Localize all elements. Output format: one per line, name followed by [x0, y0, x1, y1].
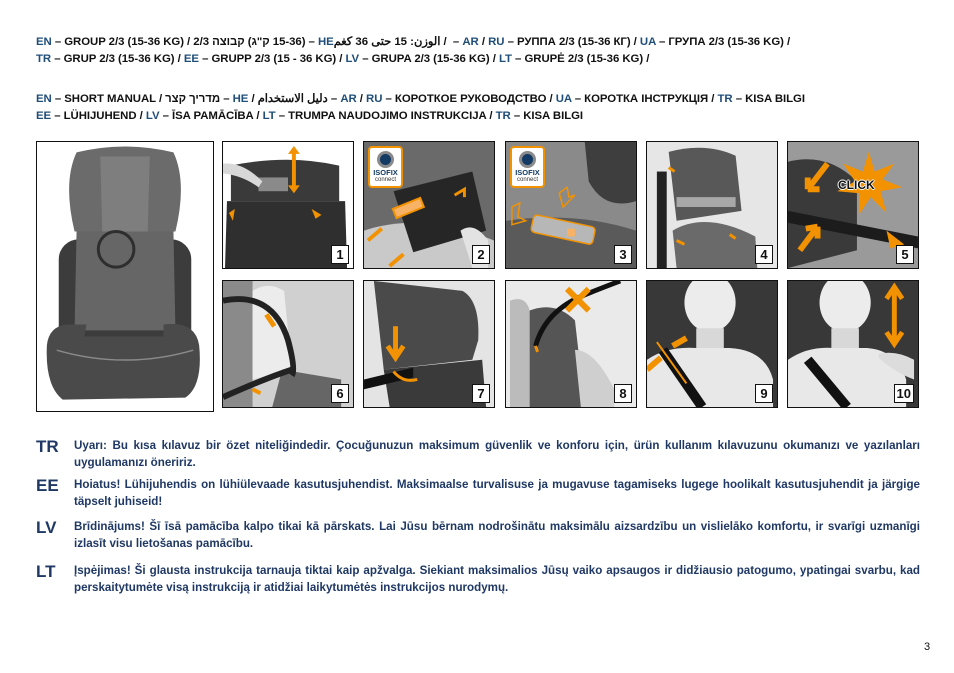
lang-code: EE [36, 110, 52, 122]
isofix-badge-title: ISOFIX [373, 168, 398, 177]
lang-code: UA [555, 93, 572, 105]
weight-group-line-2 [36, 51, 790, 68]
lang-code: HE [317, 36, 334, 48]
notice-lang-code: LT [36, 562, 56, 581]
lang-code: TR [717, 93, 733, 105]
step-9-image [646, 280, 778, 408]
weight-group-line-1: EN – GROUP 2/3 (15-36 KG) / (15-36 ק"ג) קבוצה 2/3 – HE / الوزن: 15 حتى 36 كغم – AR / RU – РУППА 2/3 (15-36 КГ) / UA – ГРУПА 2/3 (15-36 KG) / [36, 36, 791, 48]
step-number-badge: 1 [331, 245, 349, 264]
lang-code: LT [498, 53, 512, 65]
isofix-connect-badge [368, 146, 403, 188]
short-manual-line-2 [36, 108, 805, 125]
car-seat-overview-image [36, 141, 214, 412]
lang-code: TR [495, 110, 511, 122]
step-10-image [787, 280, 919, 408]
step-number-badge: 6 [331, 384, 349, 403]
lang-code: TR [36, 53, 52, 65]
manual-text: – KISA BILGI [510, 110, 584, 122]
isofix-logo-icon [519, 151, 536, 168]
step-number-badge: 8 [614, 384, 632, 403]
step-number-badge: 5 [896, 245, 914, 264]
lang-code: EN [36, 93, 52, 105]
step-5-image [787, 141, 919, 269]
car-seat-illustration [37, 142, 213, 411]
short-manual-header [36, 91, 805, 125]
step-3-image [505, 141, 637, 269]
manual-text: – КОРОТКА ІНСТРУКЦІЯ / [571, 93, 718, 105]
notice-text: Brīdinājums! Šī īsā pamācība kalpo tikai kā pārskats. Lai Jūsu bērnam nodrošinātu maksimālu aizsardzību un vislielāko komfortu, ir svarīgi uzmanīgi izlasīt visu lietošanas pamācību. [74, 520, 920, 550]
lang-code: LV [345, 53, 360, 65]
lang-code: EN [36, 36, 52, 48]
notice-ee [36, 476, 920, 510]
step-number-badge: 10 [894, 384, 914, 403]
step-7-image [363, 280, 495, 408]
lang-code: AR [340, 93, 357, 105]
lang-code: EE [183, 53, 199, 65]
notice-tr [36, 437, 920, 471]
group-text: / الوزن: 15 حتى 36 كغم [333, 36, 450, 48]
group-text: – GRUPA 2/3 (15-36 KG) / [359, 53, 499, 65]
step-number-badge: 3 [614, 245, 632, 264]
manual-text: / دليل الاستخدام – [248, 93, 341, 105]
lang-code: HE [232, 93, 249, 105]
group-text: – GRUP 2/3 (15-36 KG) / [51, 53, 184, 65]
notice-lang-code: EE [36, 476, 59, 495]
short-manual-line-1 [36, 91, 805, 108]
manual-text: – КОРОТКОЕ РУКОВОДСТВО / [382, 93, 556, 105]
manual-text: – SHORT MANUAL / מדריך קצר – [51, 93, 233, 105]
lang-code: LV [145, 110, 160, 122]
step-number-badge: 9 [755, 384, 773, 403]
step-1-image [222, 141, 354, 269]
isofix-badge-subtitle: connect [516, 177, 538, 183]
manual-text: – KISA BILGI [732, 93, 805, 105]
group-text: – GRUPĖ 2/3 (15-36 KG) / [511, 53, 650, 65]
notice-lang-code: LV [36, 518, 57, 537]
group-text: – GROUP 2/3 (15-36 KG) / [51, 36, 194, 48]
manual-text: – LÜHIJUHEND / [51, 110, 146, 122]
lang-code: RU [366, 93, 383, 105]
lang-code: LT [262, 110, 276, 122]
notice-text: Uyarı: Bu kısa kılavuz bir özet niteliğindedir. Çocuğunuzun maksimum güvenlik ve konforu için, ürün kullanım kılavuzunu okumanızı ve yazılanları uygulamanızı öneririz. [74, 439, 920, 469]
isofix-connect-badge [510, 146, 545, 188]
lang-code: AR [462, 36, 479, 48]
step-6-image [222, 280, 354, 408]
isofix-badge-subtitle: connect [374, 177, 396, 183]
step-2-image [363, 141, 495, 269]
group-text: – [305, 36, 318, 48]
isofix-logo-icon [377, 151, 394, 168]
notice-text: Įspėjimas! Ši glausta instrukcija tarnauja tiktai kaip apžvalga. Siekiant maksimalios Jūsų vaiko apsaugos ir didžiausio patogumo, ypatingai svarbu, kad perskaitytumėte visą instrukciją ir atidžiai laikytumėtės instrukcijos nurodymų. [74, 564, 920, 594]
step-4-image [646, 141, 778, 269]
manual-text: – ĪSA PAMĀCĪBA / [159, 110, 263, 122]
step-number-badge: 2 [472, 245, 490, 264]
step-8-image [505, 280, 637, 408]
group-text: (15-36 ק"ג) קבוצה 2/3 [193, 36, 306, 48]
manual-text: – TRUMPA NAUDOJIMO INSTRUKCIJA / [275, 110, 496, 122]
notice-lt [36, 562, 920, 596]
manual-text: / [356, 93, 367, 105]
page-number: 3 [924, 641, 931, 653]
lang-code: UA [639, 36, 656, 48]
lang-code: RU [488, 36, 505, 48]
click-callout: CLICK [838, 178, 875, 192]
notice-text: Hoiatus! Lühijuhendis on lühiülevaade kasutusjuhendist. Maksimaalse turvalisuse ja mugavuse tagamiseks lugege hoolikalt kasutusjuhendit ja järgige täpselt juhiseid! [74, 478, 920, 508]
isofix-badge-title: ISOFIX [515, 168, 540, 177]
notice-lang-code: TR [36, 437, 59, 456]
group-text: – [449, 36, 463, 48]
group-text: – РУППА 2/3 (15-36 КГ) / [504, 36, 640, 48]
group-text: – ГРУПА 2/3 (15-36 KG) / [655, 36, 791, 48]
group-text: – GRUPP 2/3 (15 - 36 KG) / [198, 53, 346, 65]
step-number-badge: 4 [755, 245, 773, 264]
weight-group-header [36, 34, 790, 68]
notice-lv [36, 518, 920, 552]
step-number-badge: 7 [472, 384, 490, 403]
